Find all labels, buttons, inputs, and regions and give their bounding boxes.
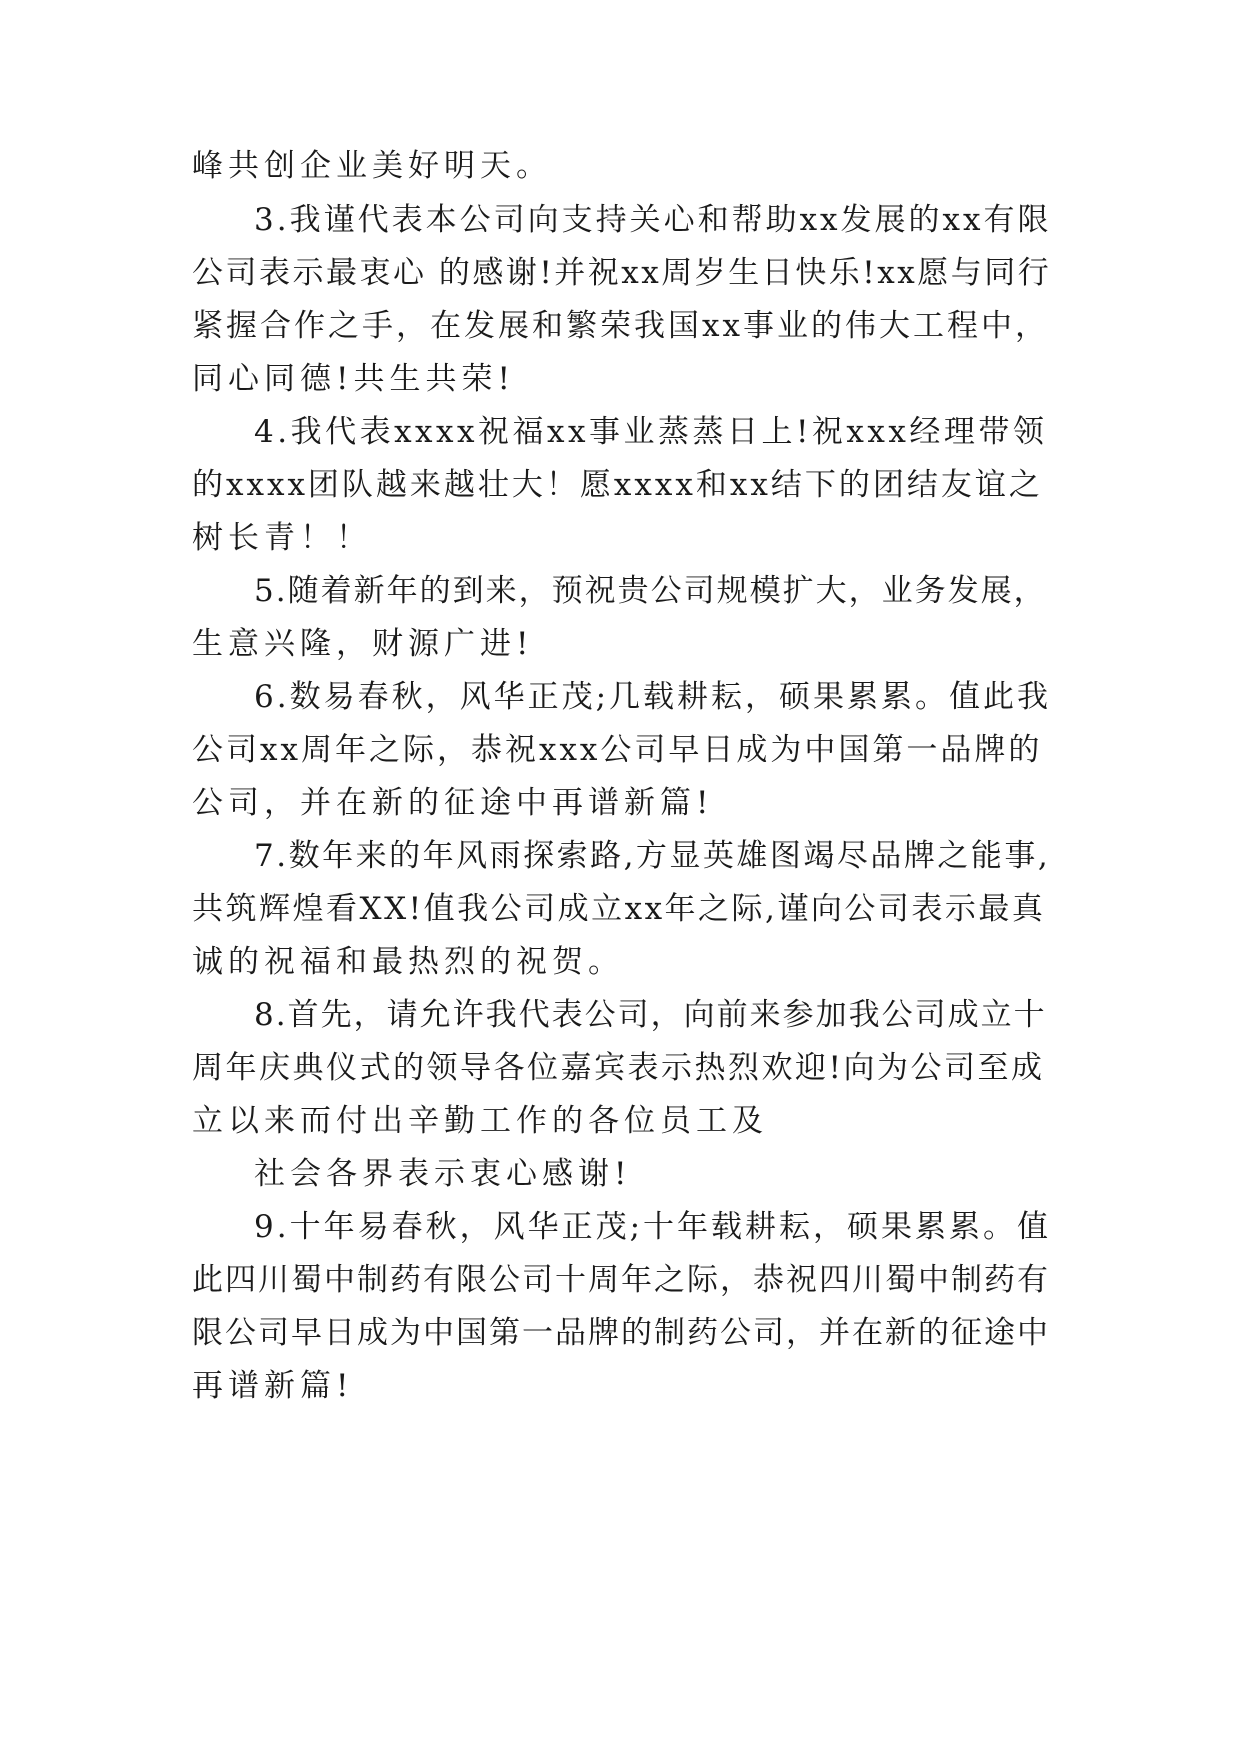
text-line: 4.我代表xxxx祝福xx事业蒸蒸日上!祝xxx经理带领 bbox=[254, 414, 1048, 450]
text-line: 6.数易春秋，风华正茂;几载耕耘，硕果累累。值此我 bbox=[254, 679, 1052, 715]
text-line: 立以来而付出辛勤工作的各位员工及 bbox=[192, 1103, 768, 1139]
text-line: 9.十年易春秋，风华正茂;十年载耕耘，硕果累累。值 bbox=[254, 1209, 1052, 1245]
text-line: 紧握合作之手，在发展和繁荣我国xx事业的伟大工程中， bbox=[192, 308, 1049, 344]
text-line: 8.首先，请允许我代表公司，向前来参加我公司成立十 bbox=[254, 997, 1047, 1033]
text-line: 周年庆典仪式的领导各位嘉宾表示热烈欢迎!向为公司至成 bbox=[192, 1050, 1045, 1086]
text-line: 社会各界表示衷心感谢! bbox=[254, 1156, 632, 1192]
text-line: 同心同德!共生共荣! bbox=[192, 361, 515, 397]
text-line: 公司表示最衷心 的感谢!并祝xx周岁生日快乐!xx愿与同行 bbox=[192, 255, 1052, 291]
text-line: 5.随着新年的到来，预祝贵公司规模扩大，业务发展， bbox=[254, 573, 1047, 609]
text-line: 7.数年来的年风雨探索路,方显英雄图竭尽品牌之能事, bbox=[254, 838, 1051, 874]
text-line: 此四川蜀中制药有限公司十周年之际，恭祝四川蜀中制药有 bbox=[192, 1262, 1050, 1298]
text-line: 峰共创企业美好明天。 bbox=[192, 148, 552, 184]
text-line: 诚的祝福和最热烈的祝贺。 bbox=[192, 944, 624, 980]
text-line: 限公司早日成为中国第一品牌的制药公司，并在新的征途中 bbox=[192, 1315, 1050, 1351]
text-line: 树长青！！ bbox=[192, 520, 372, 556]
text-line: 共筑辉煌看XX!值我公司成立xx年之际,谨向公司表示最真 bbox=[192, 891, 1046, 927]
text-line: 公司，并在新的征途中再谱新篇! bbox=[192, 785, 714, 821]
text-line: 公司xx周年之际，恭祝xxx公司早日成为中国第一品牌的 bbox=[192, 732, 1043, 768]
text-line: 再谱新篇! bbox=[192, 1368, 354, 1404]
text-line: 的xxxx团队越来越壮大！愿xxxx和xx结下的团结友谊之 bbox=[192, 467, 1043, 503]
text-line: 生意兴隆，财源广进! bbox=[192, 626, 534, 662]
text-line: 3.我谨代表本公司向支持关心和帮助xx发展的xx有限 bbox=[254, 202, 1052, 238]
